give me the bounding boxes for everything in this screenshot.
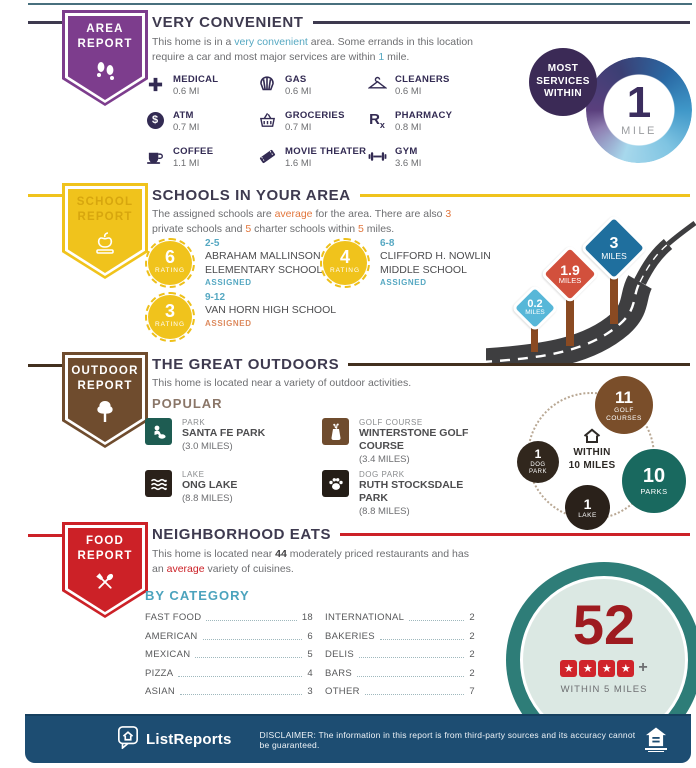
category-row: PIZZA 4 (145, 667, 313, 679)
assigned-tag: ASSIGNED (205, 278, 252, 288)
amenity-movie: MOVIE THEATER 1.6 MI (257, 146, 367, 169)
category-row: INTERNATIONAL 2 (325, 612, 475, 623)
assigned-tag: ASSIGNED (380, 278, 427, 288)
school-title: SCHOOLS IN YOUR AREA (152, 186, 351, 204)
food-title: NEIGHBORHOOD EATS (152, 525, 332, 543)
area-badge-label: AREA REPORT (77, 23, 133, 50)
area-report-badge (62, 10, 148, 106)
road-illustration (486, 210, 696, 365)
school-description: The assigned schools are average for the area. There are also 3 private schools and 5 charter schools within 5 miles. (152, 208, 452, 236)
popular-park: PARK SANTA FE PARK (3.0 MILES) (145, 418, 320, 452)
amenities-grid (145, 74, 475, 169)
category-row: BAKERIES 2 (325, 630, 475, 642)
dog-park-circle: 1 DOG PARK (517, 441, 559, 483)
outdoor-left-rule (28, 364, 62, 367)
amenity-medical: MEDICAL 0.6 MI (145, 74, 257, 97)
category-list-left (145, 612, 313, 697)
equal-housing-icon (645, 727, 667, 752)
school-report-badge (62, 183, 148, 279)
restaurant-count: 52 (572, 593, 636, 656)
cleaners-icon (367, 74, 387, 94)
food-report-badge (62, 522, 148, 618)
parks-circle: 10 PARKS (622, 449, 686, 513)
star-icon: ★ (579, 660, 596, 677)
golf-icon (322, 418, 349, 445)
area-title-rule (313, 21, 690, 24)
by-category-label: BY CATEGORY (145, 588, 250, 603)
school-entry-middle: 4 RATING 6-8 CLIFFORD H. NOWLIN MIDDLE SCHOOL ASSIGNED (320, 238, 512, 288)
lake-icon (145, 470, 172, 497)
popular-golf: GOLF COURSE WINTERSTONE GOLF COURSE (3.4 MILES) (322, 418, 497, 465)
star-icon: ★ (598, 660, 615, 677)
school-entry-elementary: 6 RATING 2-5 ABRAHAM MALLINSON ELEMENTARY SCHOOL ASSIGNED (145, 238, 337, 288)
atm-icon: $ (145, 110, 165, 130)
dog-paw-icon (322, 470, 349, 497)
category-row: FAST FOOD 18 (145, 612, 313, 623)
school-badge-label: SCHOOL REPORT (76, 196, 134, 223)
golf-courses-circle: 11 GOLF COURSES (595, 376, 653, 434)
star-icon: ★ (617, 660, 634, 677)
listreports-logo-icon (117, 725, 139, 754)
outdoor-report-badge (62, 352, 148, 448)
outdoor-title-rule (348, 363, 690, 366)
food-header (152, 526, 690, 542)
area-title: VERY CONVENIENT (152, 13, 304, 31)
food-title-rule (340, 533, 690, 536)
outdoor-badge-label: OUTDOOR REPORT (71, 365, 139, 392)
area-description: This home is in a very convenient area. Some errands in this location require a car and most major services are within 1 mile. (152, 36, 474, 64)
rating-seal: 6 RATING (145, 238, 195, 288)
pharmacy-icon: $R_x$ (369, 110, 385, 130)
amenity-gym: GYM 3.6 MI (367, 146, 467, 169)
food-description: This home is located near 44 moderately priced restaurants and has an average variety of cuisines. (152, 548, 469, 576)
within-5-miles-label: WITHIN 5 MILES (560, 684, 648, 695)
amenity-cleaners: CLEANERS 0.6 MI (367, 74, 467, 97)
plus-sign: + (638, 659, 648, 676)
amenity-coffee: COFFEE 1.1 MI (145, 146, 257, 169)
coffee-icon (145, 146, 165, 166)
amenity-pharmacy: $R_x$ PHARMACY 0.8 MI (367, 110, 467, 133)
area-header (152, 14, 690, 30)
gym-icon (367, 146, 387, 166)
outdoor-header (152, 356, 690, 372)
gas-icon (257, 74, 277, 94)
outdoor-description: This home is located near a variety of outdoor activities. (152, 377, 412, 389)
popular-label: POPULAR (152, 396, 223, 411)
most-services-badge: MOST SERVICES WITHIN (529, 48, 597, 116)
lake-circle: 1 LAKE (565, 485, 610, 530)
mile-sign-3: 3 MILES (580, 214, 648, 282)
park-icon (145, 418, 172, 445)
school-title-rule (360, 194, 690, 197)
category-list-right (325, 612, 475, 697)
one-mile-value: 1 MILE (621, 77, 657, 138)
rating-seal: 4 RATING (320, 238, 370, 288)
school-left-rule (28, 194, 62, 197)
within-10-miles-label: WITHIN 10 MILES (568, 447, 616, 471)
distance-road-graphic (486, 210, 696, 365)
popular-lake: LAKE ONG LAKE (8.8 MILES) (145, 470, 320, 504)
star-rating (560, 659, 647, 677)
food-left-rule (28, 534, 62, 537)
category-row: ASIAN 3 (145, 686, 313, 697)
food-badge-label: FOOD REPORT (77, 535, 133, 562)
amenity-groceries: GROCERIES 0.7 MI (257, 110, 367, 133)
apple-book-icon (62, 230, 148, 261)
star-icon: ★ (560, 660, 577, 677)
crossed-utensils-icon (62, 569, 148, 600)
amenity-gas: GAS 0.6 MI (257, 74, 367, 97)
category-row: DELIS 2 (325, 649, 475, 660)
outdoor-title: THE GREAT OUTDOORS (152, 355, 340, 373)
category-row: OTHER 7 (325, 686, 475, 697)
medical-icon (145, 74, 165, 94)
mile-sign-1-9: 1.9 MILES (540, 244, 599, 303)
rating-seal: 3 RATING (145, 292, 195, 342)
amenity-atm: $ ATM 0.7 MI (145, 110, 257, 133)
footprints-icon (62, 57, 148, 88)
movie-icon (257, 146, 277, 166)
groceries-icon (257, 110, 277, 130)
area-left-rule (28, 21, 62, 24)
category-row: BARS 2 (325, 667, 475, 679)
footer (25, 714, 691, 763)
flyer-top-edge (28, 3, 692, 5)
home-icon (583, 428, 601, 449)
listreports-brand: ListReports (117, 725, 232, 754)
tree-icon (62, 399, 148, 430)
disclaimer-text: DISCLAIMER: The information in this report is from third-party sources and its accuracy cannot be guaranteed. (259, 729, 636, 750)
assigned-tag: ASSIGNED (205, 318, 252, 328)
category-row: MEXICAN 5 (145, 649, 313, 660)
school-entry-high: 3 RATING 9-12 VAN HORN HIGH SCHOOL ASSIGNED (145, 292, 337, 342)
category-row: AMERICAN 6 (145, 630, 313, 642)
popular-dog-park: DOG PARK RUTH STOCKSDALE PARK (8.8 MILES) (322, 470, 497, 517)
school-header (152, 187, 690, 203)
mile-sign-0-2: 0.2 MILES (511, 284, 559, 332)
